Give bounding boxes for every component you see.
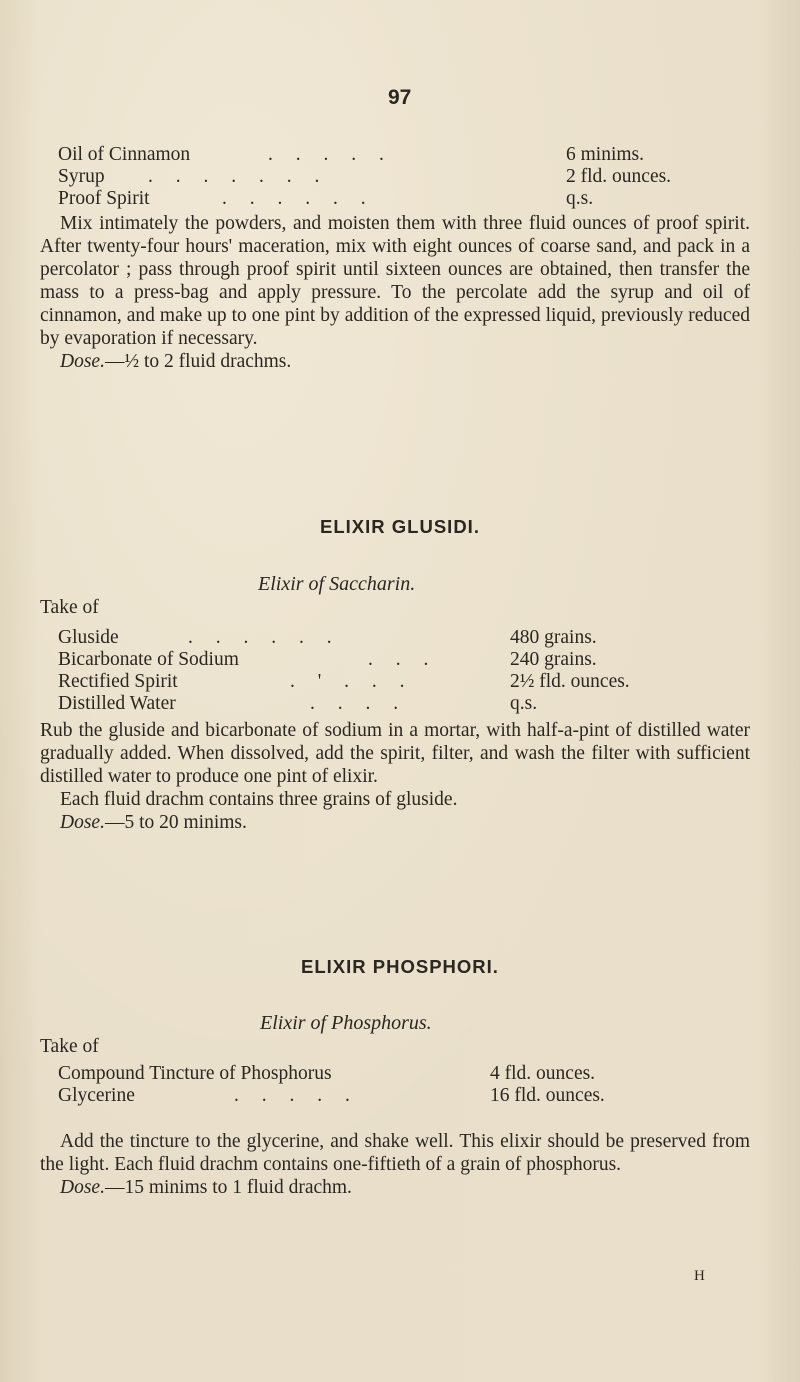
dose-label: Dose. <box>60 812 105 833</box>
section-title-phosphori: ELIXIR PHOSPHORI. <box>301 956 499 977</box>
ingredient-amount: 2½ fld. ounces. <box>510 671 630 692</box>
leader-dots: . . . . . . <box>188 627 341 648</box>
ingredient-amount: 480 grains. <box>510 627 597 648</box>
ingredient-name: Proof Spirit <box>58 188 150 209</box>
top-method-paragraph <box>40 212 750 373</box>
ingredient-amount: 240 grains. <box>510 649 597 670</box>
ingredient-name: Rectified Spirit <box>58 671 178 692</box>
signature-mark: H <box>694 1268 705 1284</box>
dose-text: —15 minims to 1 fluid drachm. <box>104 1177 352 1198</box>
ingredient-name: Syrup <box>58 166 105 187</box>
leader-dots: . . . <box>368 649 438 670</box>
ingredient-amount: q.s. <box>566 188 594 209</box>
ingredient-amount: 6 minims. <box>566 144 645 165</box>
dose-label: Dose. <box>60 351 105 372</box>
ingredient-amount: q.s. <box>510 693 538 714</box>
section-subtitle-phosphori: Elixir of Phosphorus. <box>260 1012 432 1034</box>
ingredient-name: Distilled Water <box>58 693 176 714</box>
dose-text: —½ to 2 fluid drachms. <box>104 351 292 372</box>
ingredient-row <box>58 144 738 166</box>
ingredient-row <box>58 627 758 649</box>
dose-line <box>40 1176 750 1199</box>
phosphori-method-paragraph <box>40 1130 750 1199</box>
dose-text: —5 to 20 minims. <box>104 812 247 833</box>
leader-dots: . . . . <box>310 693 408 714</box>
ingredient-name: Gluside <box>58 627 119 648</box>
ingredient-name: Compound Tincture of Phosphorus <box>58 1063 332 1084</box>
top-ingredient-list <box>58 144 738 210</box>
ingredient-name: Glycerine <box>58 1085 135 1106</box>
method-text: Rub the gluside and bicarbonate of sodium in a mortar, with half-a-pint of distilled water gradually added. When dissolved, add the spirit, filter, and wash the filter with sufficient distilled water to produce one pint of elixir. <box>40 720 750 787</box>
ingredient-name: Oil of Cinnamon <box>58 144 191 165</box>
leader-dots: . . . . . . <box>222 188 375 209</box>
leader-dots: . . . . . . . <box>148 166 329 187</box>
ingredient-amount: 4 fld. ounces. <box>490 1063 596 1084</box>
phosphori-ingredient-list <box>58 1063 758 1107</box>
ingredient-row <box>58 166 738 188</box>
ingredient-row <box>58 671 758 693</box>
section-title-glusidi: ELIXIR GLUSIDI. <box>320 516 480 537</box>
ingredient-row <box>58 188 738 210</box>
glusidi-method-paragraph <box>40 719 750 834</box>
method-text: Add the tincture to the glycerine, and shake well. This elixir should be preserved from the light. Each fluid drachm contains one-fiftieth of a grain of phosphorus. <box>40 1131 750 1175</box>
dose-line <box>40 811 750 834</box>
note-text: Each fluid drachm contains three grains of gluside. <box>60 789 458 810</box>
section-subtitle-glusidi: Elixir of Saccharin. <box>258 573 416 595</box>
ingredient-name: Bicarbonate of Sodium <box>58 649 239 670</box>
method-text: Mix intimately the powders, and moisten them with three fluid ounces of proof spirit. After twenty-four hours' maceration, mix with eight ounces of coarse sand, and pack in a percolator ; pass through proof spirit until sixteen ounces are obtained, then transfer the mass to a press-bag and apply pressure. To the percolate add the syrup and oil of cinnamon, and make up to one pint by addition of the expressed liquid, previously reduced by evaporation if necessary. <box>40 213 750 349</box>
ingredient-row <box>58 693 758 715</box>
leader-dots: . . . . . <box>268 144 393 165</box>
glusidi-ingredient-list <box>58 627 758 715</box>
dose-line <box>40 350 750 373</box>
ingredient-row <box>58 1063 758 1085</box>
ingredient-row <box>58 649 758 671</box>
take-of-label: Take of <box>40 1036 99 1057</box>
dose-label: Dose. <box>60 1177 105 1198</box>
leader-dots: . . . . . <box>234 1085 359 1106</box>
leader-dots: . ' . . . <box>290 671 414 692</box>
ingredient-row <box>58 1085 758 1107</box>
ingredient-amount: 2 fld. ounces. <box>566 166 672 187</box>
take-of-label: Take of <box>40 597 99 618</box>
page-number: 97 <box>388 86 412 109</box>
ingredient-amount: 16 fld. ounces. <box>490 1085 605 1106</box>
